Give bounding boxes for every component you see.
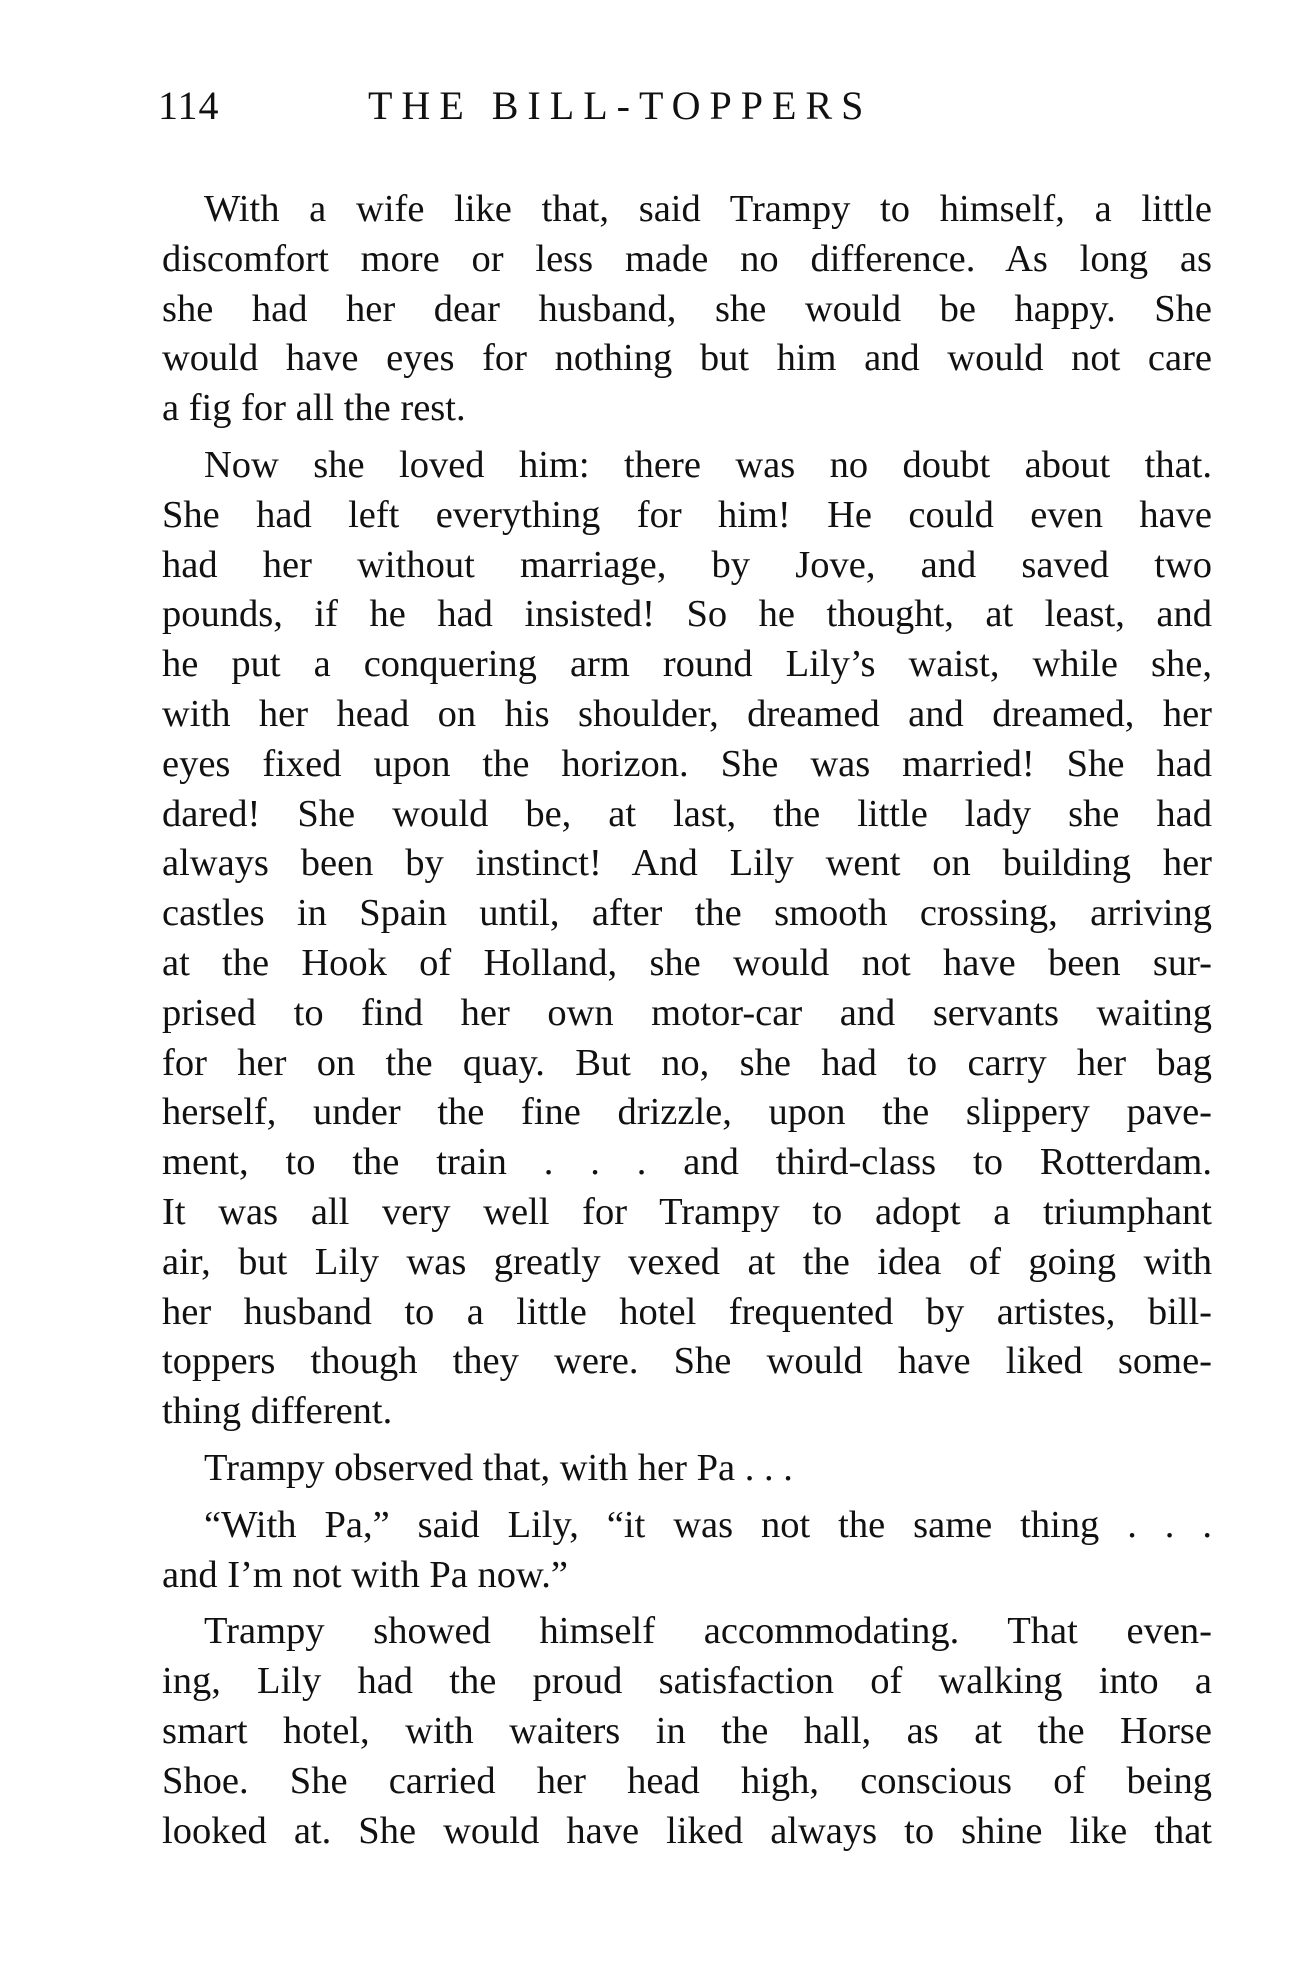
text-line: Trampy showed himself accommodating. That even-	[204, 1610, 1212, 1653]
text-line: pounds, if he had insisted! So he thought, at least, and	[162, 593, 1212, 636]
text-line: Trampy observed that, with her Pa . . .	[204, 1446, 793, 1489]
text-line: She had left everything for him! He could even have	[162, 493, 1212, 536]
text-line: ing, Lily had the proud satisfaction of walking into a	[162, 1660, 1212, 1703]
text-line: discomfort more or less made no difference. As long as	[162, 237, 1212, 280]
text-line: Now she loved him: there was no doubt about that.	[204, 443, 1212, 486]
paragraph	[162, 185, 1212, 434]
text-line: toppers though they were. She would have liked some-	[162, 1340, 1212, 1383]
running-title: THE BILL-TOPPERS	[368, 83, 873, 128]
text-line: always been by instinct! And Lily went on building her	[162, 842, 1212, 885]
text-line: With a wife like that, said Trampy to himself, a little	[204, 188, 1212, 230]
running-head	[158, 82, 1218, 142]
text-line: looked at. She would have liked always to shine like that	[162, 1809, 1212, 1852]
text-line: would have eyes for nothing but him and would not care	[162, 337, 1212, 380]
text-line: eyes fixed upon the horizon. She was married! She had	[162, 742, 1212, 785]
text-line: castles in Spain until, after the smooth crossing, arriving	[162, 892, 1212, 935]
text-line: at the Hook of Holland, she would not have been sur-	[162, 941, 1212, 984]
text-line: smart hotel, with waiters in the hall, as at the Horse	[162, 1709, 1212, 1752]
paragraph	[162, 441, 1212, 1437]
text-line: thing different.	[162, 1390, 393, 1433]
body-text	[162, 185, 1212, 1856]
text-line: ment, to the train . . . and third-class to Rotterdam.	[162, 1141, 1212, 1184]
text-line: he put a conquering arm round Lily’s waist, while she,	[162, 643, 1212, 686]
text-line: air, but Lily was greatly vexed at the idea of going with	[162, 1240, 1212, 1283]
text-line: dared! She would be, at last, the little lady she had	[162, 792, 1212, 835]
text-line: for her on the quay. But no, she had to carry her bag	[162, 1041, 1212, 1084]
text-line: with her head on his shoulder, dreamed and dreamed, her	[162, 692, 1212, 735]
paragraph	[162, 1444, 1212, 1494]
text-line: and I’m not with Pa now.”	[162, 1553, 568, 1596]
page-number: 114	[158, 83, 220, 128]
text-line: prised to find her own motor-car and servants waiting	[162, 991, 1212, 1034]
text-line: her husband to a little hotel frequented by artistes, bill-	[162, 1290, 1212, 1333]
text-line: Shoe. She carried her head high, conscious of being	[162, 1759, 1212, 1802]
text-line: It was all very well for Trampy to adopt a triumphant	[162, 1190, 1212, 1233]
text-line: a fig for all the rest.	[162, 387, 466, 430]
paragraph	[162, 1607, 1212, 1856]
text-line: she had her dear husband, she would be happy. She	[162, 287, 1212, 330]
text-line: “With Pa,” said Lily, “it was not the same thing . . .	[204, 1503, 1212, 1546]
text-line: herself, under the fine drizzle, upon the slippery pave-	[162, 1091, 1212, 1134]
text-line: had her without marriage, by Jove, and saved two	[162, 543, 1212, 586]
paragraph	[162, 1501, 1212, 1601]
